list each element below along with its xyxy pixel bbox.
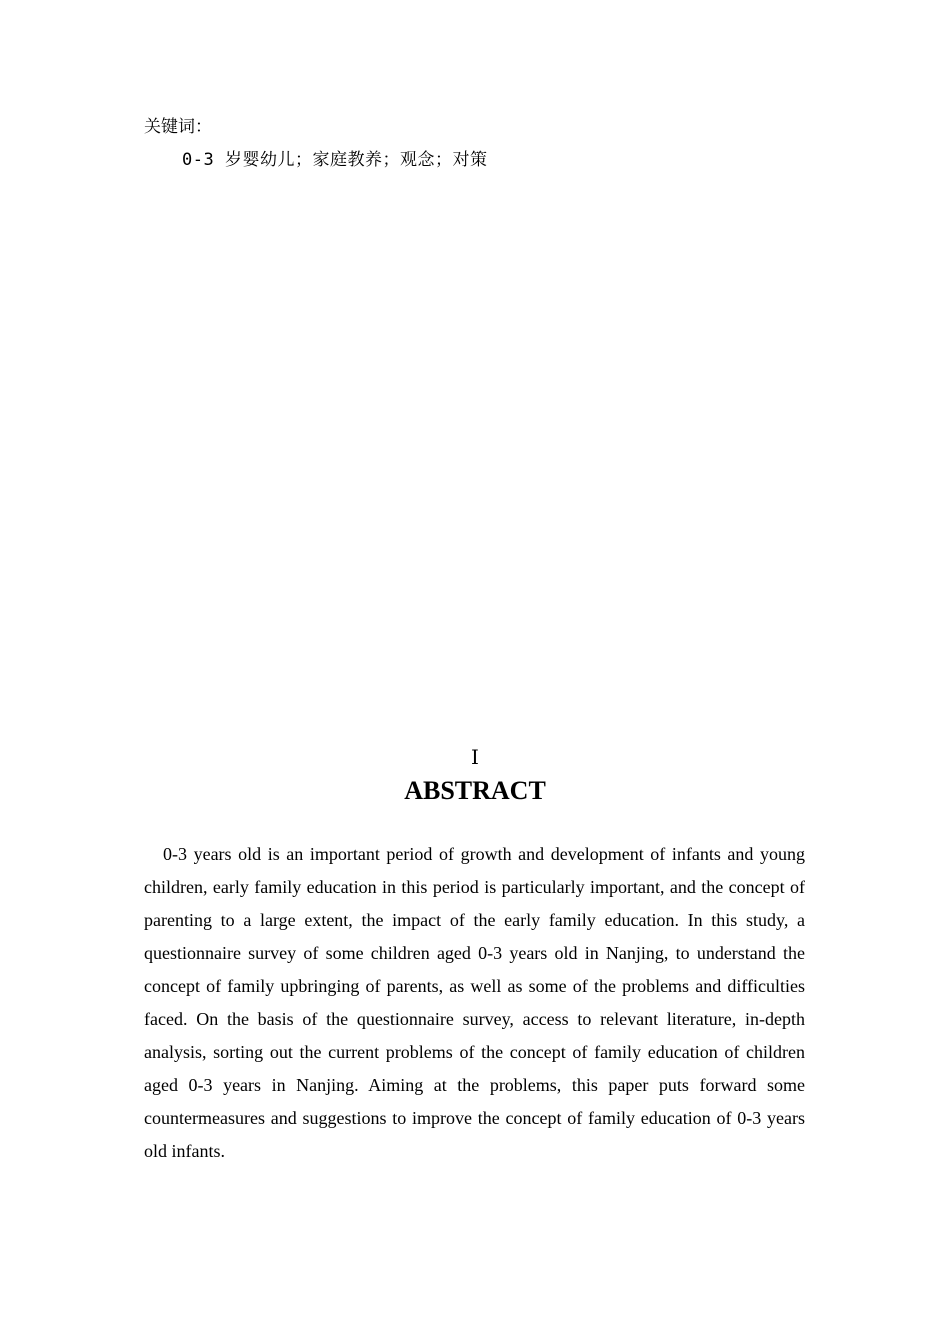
keywords-label: 关键词： xyxy=(144,117,212,137)
abstract-title: ABSTRACT xyxy=(404,776,546,805)
abstract-body: 0-3 years old is an important period of growth and development of infants and young children, early family education in this period is particularly important, and the concept of parenting to a large extent, the impact of the early family education. In this study, a questionnaire survey of some children aged 0-3 years old in Nanjing, to understand the concept of family upbringing of parents, as well as some of the problems and difficulties faced. On the basis of the questionnaire survey, access to relevant literature, in-depth analysis, sorting out the current problems of the concept of family education of children aged 0-3 years in Nanjing. Aiming at the problems, this paper puts forward some countermeasures and suggestions to improve the concept of family education of 0-3 years old infants. xyxy=(144,844,805,1161)
page-number: I xyxy=(471,745,479,769)
keywords-value: 0-3 岁婴幼儿；家庭教养；观念；对策 xyxy=(182,150,488,170)
